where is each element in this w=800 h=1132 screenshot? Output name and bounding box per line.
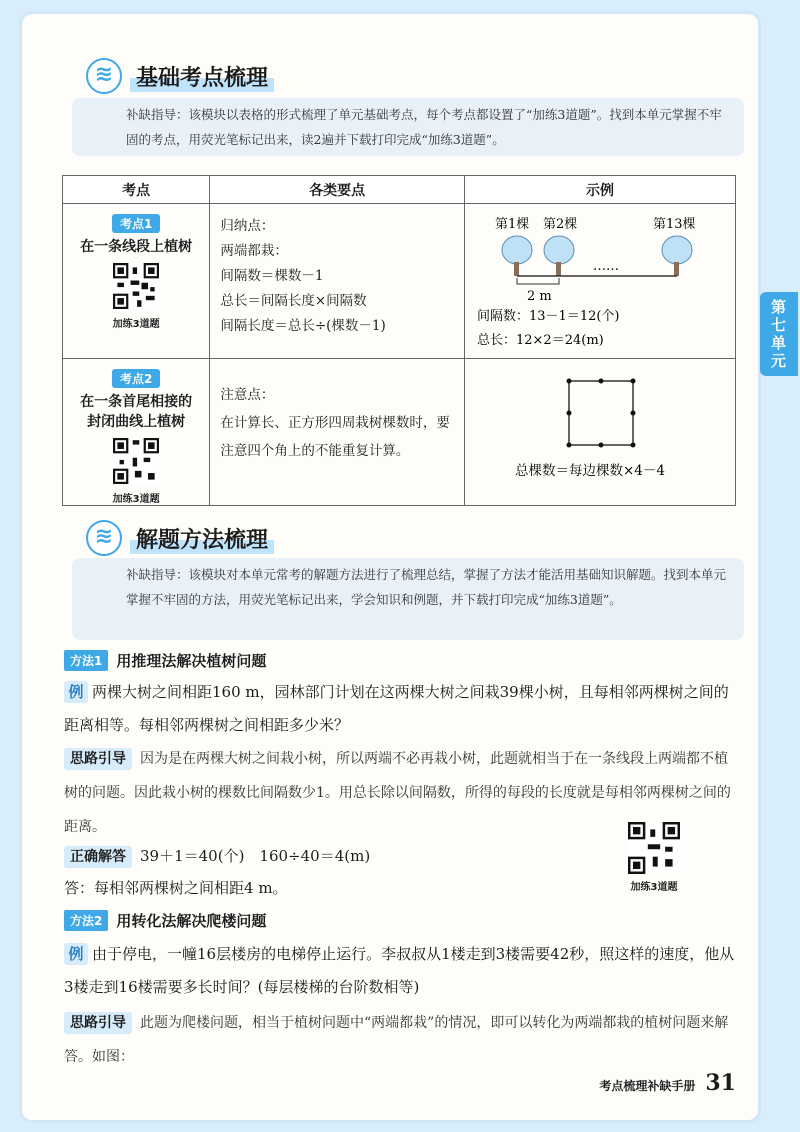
tree-label: 第2棵	[543, 217, 578, 232]
section1-guide: 补缺指导：该模块以表格的形式梳理了单元基础考点，每个考点都设置了“加练3道题”。找到本单元掌握不牢固的考点，用荧光笔标记出来，读2遍并下载打印完成“加练3道题”。	[72, 98, 744, 156]
square-diagram	[465, 359, 735, 497]
page-number: 31	[705, 1070, 736, 1096]
unit-side-tab[interactable]: 第 七 单 元	[760, 292, 798, 376]
point-line: 间隔长度＝总长÷(棵数－1)	[220, 318, 386, 334]
section2-title: ≋ 解题方法梳理	[86, 520, 274, 556]
method1-example: 例 两棵大树之间相距160 m，园林部门计划在这两棵大树之间栽39棵小树，且每相邻两棵树之间的距离相等。每相邻两棵树之间相距多少米？	[64, 683, 729, 734]
method1-qr[interactable]	[624, 822, 684, 893]
table-header: 各类要点	[210, 176, 465, 204]
wave-icon: ≋	[86, 58, 122, 94]
square-formula: 总棵数＝每边棵数×4－4	[515, 463, 665, 479]
qr-code-icon[interactable]	[113, 438, 159, 484]
points-head: 归纳点：	[220, 218, 275, 234]
qr-label: 加练3道题	[112, 319, 160, 330]
tree-icon	[544, 236, 574, 276]
tree-dots: ……	[593, 259, 619, 274]
table-header: 考点	[63, 176, 210, 204]
method1-head	[64, 650, 266, 671]
table-header: 示例	[465, 176, 736, 204]
qr-label: 加练3道题	[112, 494, 160, 505]
knowledge-table	[62, 175, 736, 506]
kp-name: 在一条线段上植树	[80, 239, 193, 255]
method1-final: 答：每相邻两棵树之间相距4 m。	[64, 879, 288, 897]
section1-title: ≋ 基础考点梳理	[86, 58, 274, 94]
tree-label: 第1棵	[495, 217, 530, 232]
tree-label: 第13棵	[653, 217, 696, 232]
section2-guide: 补缺指导：该模块对本单元常考的解题方法进行了梳理总结，掌握了方法才能活用基础知识解题。找到本单元掌握不牢固的方法，用荧光笔标记出来，学会知识和例题，并下载打印完成“加练3道题”。	[72, 558, 744, 640]
tree-icon	[662, 236, 692, 276]
kp-badge: 考点1	[112, 214, 160, 233]
footer-text: 考点梳理补缺手册	[599, 1079, 696, 1093]
tree-line-diagram	[465, 204, 735, 354]
page-footer	[599, 1070, 736, 1096]
qr-code-icon[interactable]	[113, 263, 159, 309]
points-head: 注意点：	[220, 387, 275, 403]
method-badge: 方法1	[64, 650, 108, 671]
method2-head	[64, 910, 266, 931]
example-line: 间隔数：13－1＝12(个)	[477, 309, 620, 324]
qr-code-icon[interactable]	[628, 822, 680, 874]
kp-badge: 考点2	[112, 369, 160, 388]
method2-example: 例 由于停电，一幢16层楼房的电梯停止运行。李叔叔从1楼走到3楼需要42秒，照这样的速度，他从3楼走到16楼需要多长时间？(每层楼梯的台阶数相等)	[64, 945, 735, 996]
method1-answer: 正确解答 39＋1＝40(个) 160÷40＝4(m)	[64, 840, 604, 873]
kp-name: 在一条首尾相接的封闭曲线上植树	[80, 394, 193, 430]
point-line: 总长＝间隔长度×间隔数	[220, 293, 367, 309]
example-line: 总长：12×2＝24(m)	[477, 333, 604, 348]
method-title: 用推理法解决植树问题	[116, 652, 267, 670]
point-line: 间隔数＝棵数－1	[220, 268, 324, 284]
tree-dots	[567, 379, 636, 448]
tree-icon	[502, 236, 532, 276]
qr-label: 加练3道题	[630, 882, 678, 893]
method2-hint: 思路引导 此题为爬楼问题，相当于植树问题中“两端都栽”的情况，即可以转化为两端都栽的植树问题来解答。如图：	[64, 1006, 736, 1074]
point-line: 两端都栽：	[220, 243, 288, 259]
method-badge: 方法2	[64, 910, 108, 931]
wave-icon: ≋	[86, 520, 122, 556]
gap-label: 2 m	[527, 289, 552, 304]
method1-hint: 思路引导 因为是在两棵大树之间栽小树，所以两端不必再栽小树，此题就相当于在一条线段上两端都不植树的问题。因此栽小树的棵数比间隔数少1。用总长除以间隔数，所得的每段的长度就是每相邻两棵树之间的距离。	[64, 742, 736, 844]
point-line: 在计算长、正方形四周栽树棵数时，要注意四个角上的不能重复计算。	[220, 415, 450, 459]
table-row	[63, 359, 736, 506]
table-row	[63, 204, 736, 359]
method-title: 用转化法解决爬楼问题	[116, 912, 267, 930]
